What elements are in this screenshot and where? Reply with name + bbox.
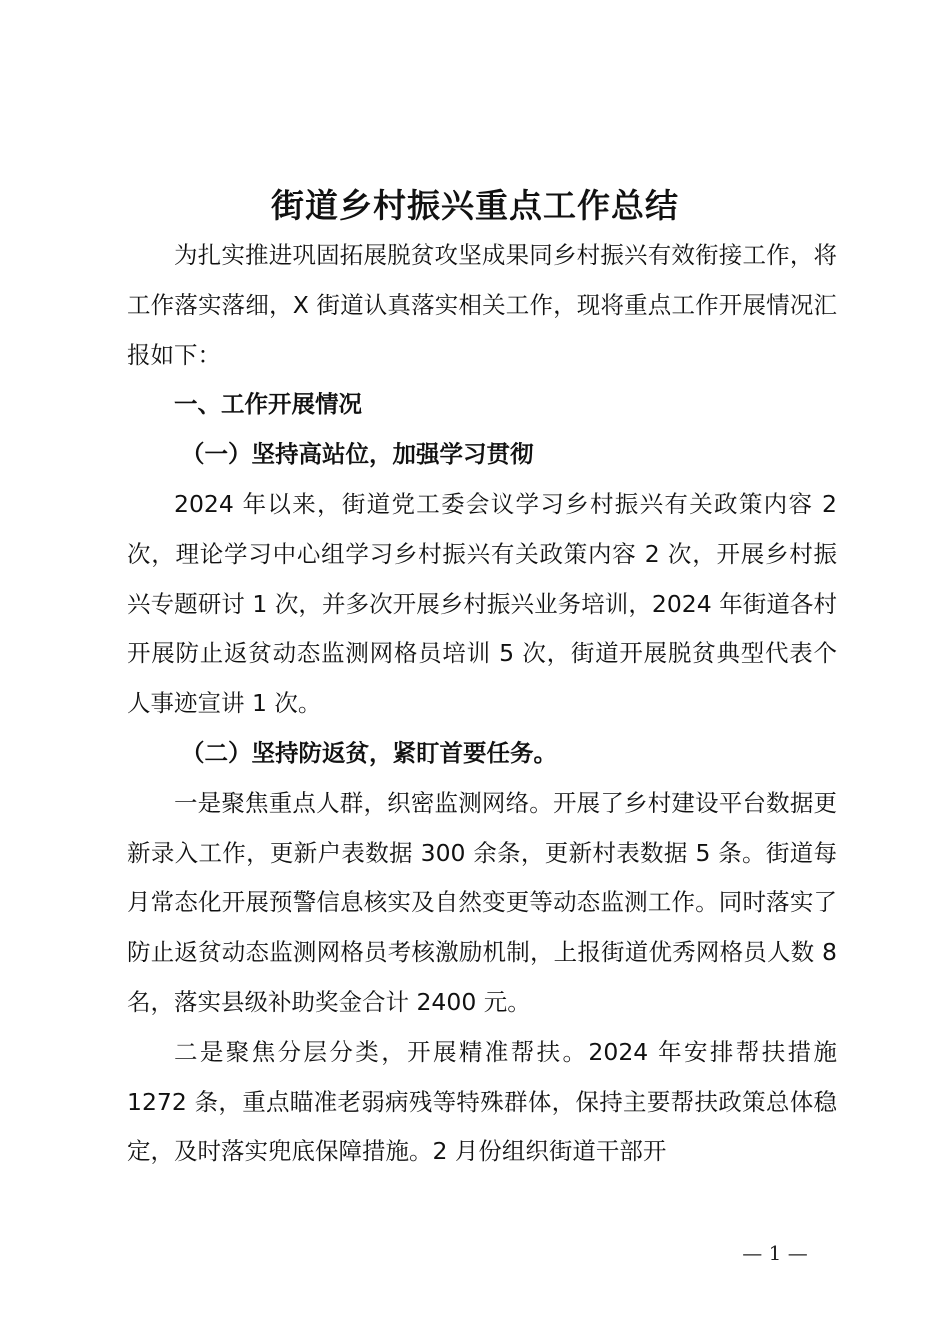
document-body	[127, 231, 837, 1177]
document-title: 街道乡村振兴重点工作总结	[271, 186, 679, 225]
subsection-heading-2: （二）坚持防返贫，紧盯首要任务。	[181, 738, 558, 767]
subsection-2-paragraph-2: 二是聚焦分层分类，开展精准帮扶。2024 年安排帮扶措施 1272 条，重点瞄准老弱病残等特殊群体，保持主要帮扶政策总体稳定，及时落实兜底保障措施。2 月份组织街道干部开	[127, 1037, 837, 1166]
page-number: — 1 —	[742, 1241, 808, 1265]
subsection-heading-1: （一）坚持高站位，加强学习贯彻	[181, 440, 534, 469]
section-heading-1: 一、工作开展情况	[174, 390, 362, 419]
subsection-2-paragraph-1: 一是聚焦重点人群，织密监测网络。开展了乡村建设平台数据更新录入工作，更新户表数据 300 余条，更新村表数据 5 条。街道每月常态化开展预警信息核实及自然变更等动态监测工作。同时落实了防止返贫动态监测网格员考核激励机制，上报街道优秀网格员人数 8 名，落实县级补助奖金合计 2400 元。	[127, 788, 837, 1016]
intro-paragraph: 为扎实推进巩固拓展脱贫攻坚成果同乡村振兴有效衔接工作，将工作落实落细，X 街道认真落实相关工作，现将重点工作开展情况汇报如下：	[127, 241, 837, 369]
subsection-1-paragraph: 2024 年以来，街道党工委会议学习乡村振兴有关政策内容 2 次，理论学习中心组学习乡村振兴有关政策内容 2 次，开展乡村振兴专题研讨 1 次，并多次开展乡村振兴业务培训，2024 年街道各村开展防止返贫动态监测网格员培训 5 次，街道开展脱贫典型代表个人事迹宣讲 1 次。	[127, 489, 837, 718]
